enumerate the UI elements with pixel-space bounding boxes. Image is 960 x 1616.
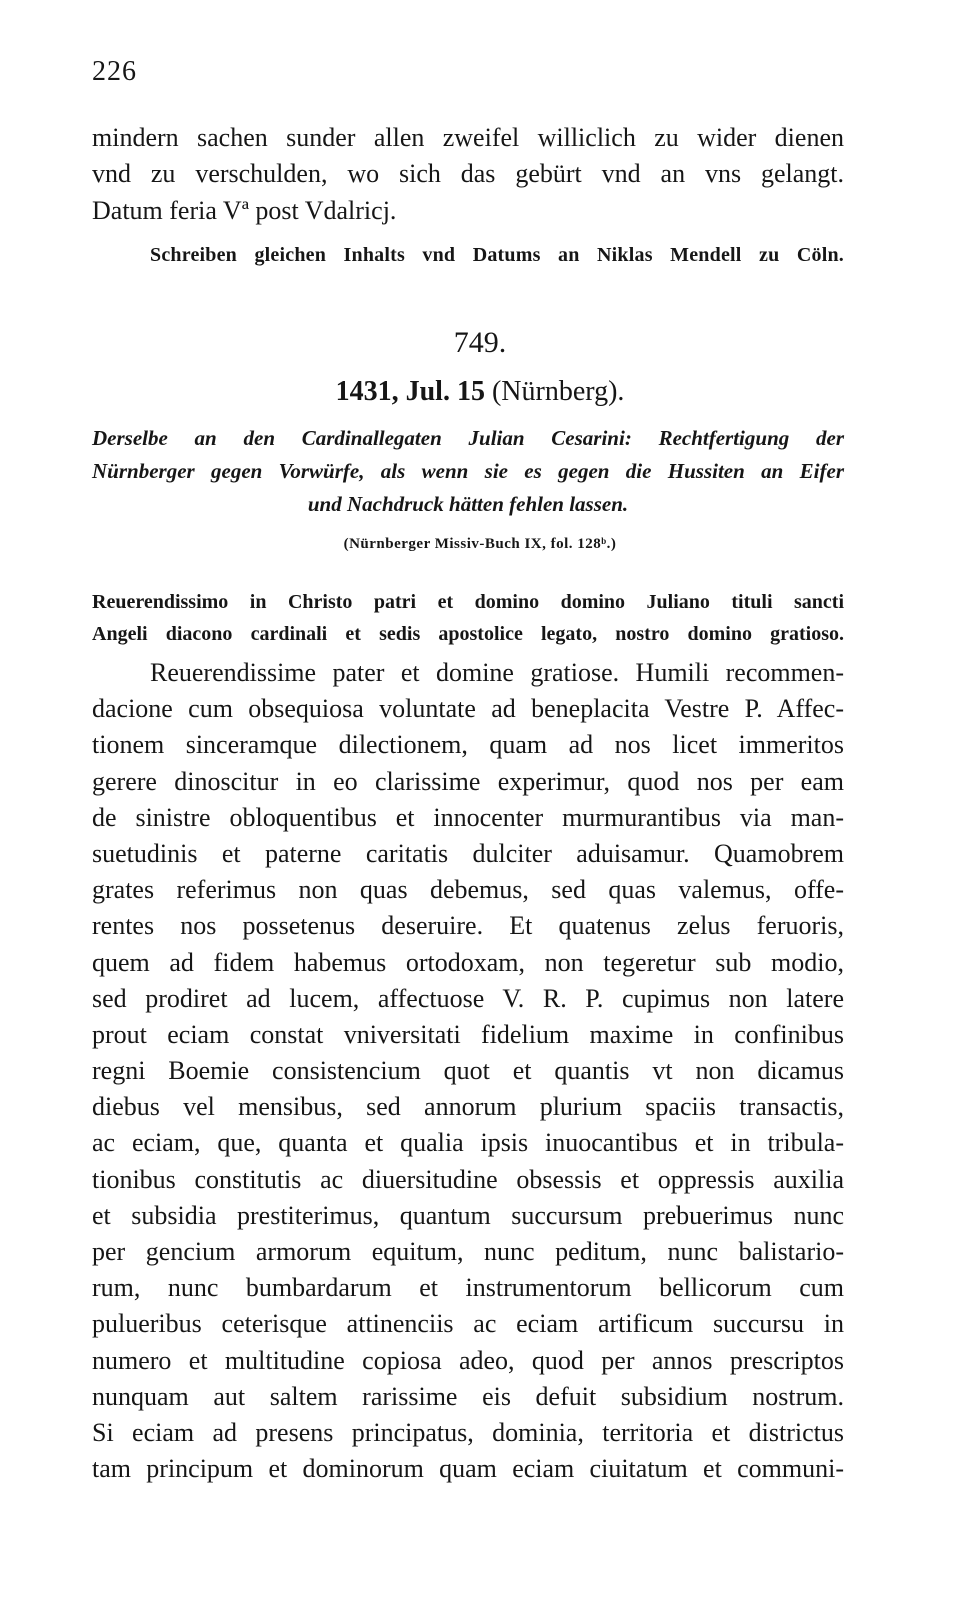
body-line: numero et multitudine copiosa adeo, quod per annos prescriptos (92, 1345, 844, 1375)
body-line: nunquam aut saltem rarissime eis defuit subsidium nostrum. (92, 1381, 844, 1411)
address-line: Angeli diacono cardinali et sedis apostolice legato, nostro domino gratioso. (92, 623, 844, 645)
body-line: per gencium armorum equitum, nunc peditum, nunc balistario- (92, 1237, 844, 1266)
text-line: Datum feria Vª post Vdalricj. (92, 195, 397, 225)
body-line: gerere dinoscitur in eo clarissime experimur, quod nos per eam (92, 766, 844, 796)
body-line: Si eciam ad presens principatus, dominia, territoria et districtus (92, 1417, 844, 1447)
body-line: tam principum et dominorum quam eciam ciuitatum et communi- (92, 1454, 844, 1484)
body-line: Reuerendissime pater et domine gratiose. Humili recommen- (150, 658, 844, 687)
document-summary (92, 422, 844, 521)
body-line: suetudinis et paterne caritatis dulciter aduisamur. Quamobrem (92, 838, 844, 868)
date-place: (Nürnberg). (491, 376, 625, 407)
summary-line: Derselbe an den Cardinallegaten Julian Cesarini: Rechtfertigung der (92, 426, 844, 450)
body-line: de sinistre obloquentibus et innocenter murmurantibus via man- (92, 802, 844, 832)
body-line: dacione cum obsequiosa voluntate ad beneplacita Vestre P. Affec- (92, 694, 844, 724)
letter-body (92, 655, 844, 1487)
text-line: mindern sachen sunder allen zweifel williclich zu wider dienen (92, 123, 844, 152)
source-reference: (Nürnberger Missiv-Buch IX, fol. 128ᵇ.) (343, 536, 617, 552)
letter-address (92, 586, 844, 650)
body-line: prout eciam constat vniversitati fidelium maxime in confinibus (92, 1019, 844, 1049)
text-line: vnd zu verschulden, wo sich das gebürt vnd an vns gelangt. (92, 159, 844, 189)
body-line: tionem sinceramque dilectionem, quam ad nos licet immeritos (92, 730, 844, 760)
summary-line: Nürnberger gegen Vorwürfe, als wenn sie es gegen die Hussiten an Eifer (92, 459, 844, 483)
body-line: et subsidia prestiterimus, quantum succursum prebuerimus nunc (92, 1200, 844, 1230)
document-date (0, 376, 960, 408)
address-line: Reuerendissimo in Christo patri et domino domino Juliano tituli sancti (92, 591, 844, 613)
page-number: 226 (92, 56, 137, 87)
body-line: quem ad fidem habemus ortodoxam, non tegeretur sub modio, (92, 947, 844, 977)
body-line: ac eciam, que, quanta et qualia ipsis inuocantibus et in tribula- (92, 1128, 844, 1158)
body-line: grates referimus non quas debemus, sed quas valemus, offe- (92, 875, 844, 905)
editorial-note: Schreiben gleichen Inhalts vnd Datums an Niklas Mendell zu Cöln. (150, 244, 844, 266)
summary-line: und Nachdruck hätten fehlen lassen. (307, 492, 629, 516)
body-line: tionibus constitutis ac diuersitudine obsessis et oppressis auxilia (92, 1164, 844, 1194)
body-line: rum, nunc bumbardarum et instrumentorum bellicorum cum (92, 1273, 844, 1303)
body-line: diebus vel mensibus, sed annorum plurium spaciis transactis, (92, 1092, 844, 1122)
date-text: 1431, Jul. 15 (335, 376, 485, 407)
preceding-text (92, 120, 844, 229)
body-line: regni Boemie consistencium quot et quantis vt non dicamus (92, 1056, 844, 1086)
body-line: sed prodiret ad lucem, affectuose V. R. P. cupimus non latere (92, 983, 844, 1013)
document-number: 749. (453, 326, 507, 359)
body-line: rentes nos possetenus deseruire. Et quatenus zelus feruoris, (92, 911, 844, 941)
body-line: pulueribus ceterisque attinenciis ac eciam artificum succursu in (92, 1309, 844, 1339)
